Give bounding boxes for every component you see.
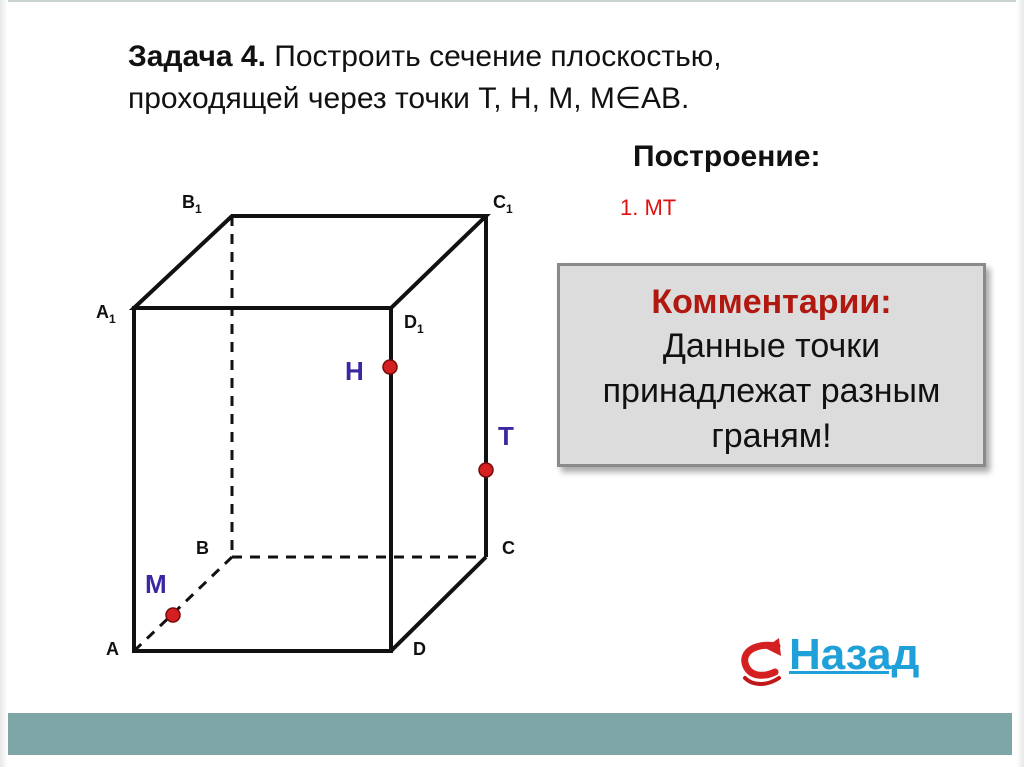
- comment-line-2: принадлежат разным: [602, 372, 941, 410]
- top-face: [134, 216, 486, 308]
- vertex-c-label: C: [502, 538, 515, 558]
- point-m: [166, 608, 180, 622]
- vertex-b1-label: $B_1$: [182, 192, 202, 216]
- point-t: [479, 463, 493, 477]
- vertex-a1-label: $A_1$: [96, 302, 116, 326]
- construction-step-1: 1. MT: [620, 195, 677, 220]
- vertex-a-label: A: [106, 639, 119, 659]
- curved-arrow-icon: [735, 634, 787, 694]
- task-line2: проходящей через точки T, H, M, M∈AB.: [128, 82, 690, 115]
- comment-box: [557, 263, 986, 467]
- vertex-d1-label: $D_1$: [404, 312, 424, 336]
- task-label: Задача 4.: [128, 40, 266, 73]
- construction-header: Построение:: [633, 140, 821, 173]
- vertex-d-label: D: [413, 639, 426, 659]
- edge-dc: [391, 557, 486, 651]
- comment-line-3: граням!: [711, 417, 832, 455]
- back-link[interactable]: Назад: [789, 630, 920, 679]
- point-t-label: T: [498, 421, 514, 451]
- task-line1: Построить сечение плоскостью,: [265, 40, 722, 73]
- comment-line-1: Данные точки: [662, 327, 881, 365]
- point-h-label: H: [345, 356, 364, 386]
- comment-title: Комментарии:: [651, 283, 892, 321]
- back-button[interactable]: [735, 630, 945, 690]
- bottom-bar: [8, 713, 1012, 755]
- vertex-b-label: B: [196, 538, 209, 558]
- point-h: [383, 360, 397, 374]
- point-m-label: M: [145, 569, 167, 599]
- vertex-c1-label: $C_1$: [493, 192, 513, 216]
